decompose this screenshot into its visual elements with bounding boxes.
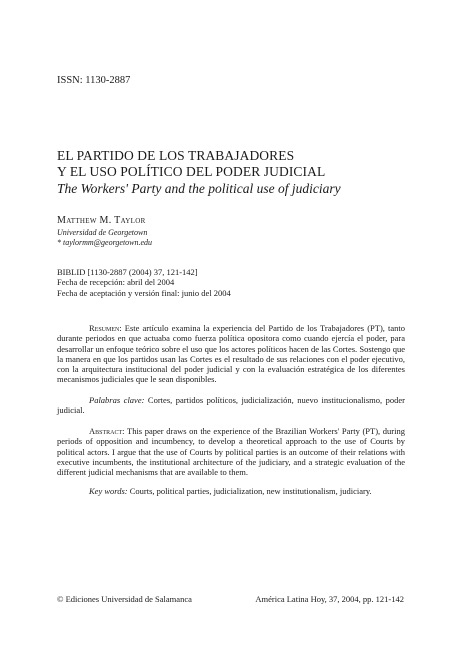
article-subtitle: The Workers' Party and the political use of judiciary xyxy=(57,181,341,196)
keywords-label: Key words: xyxy=(89,486,128,496)
author-affiliation: Universidad de Georgetown xyxy=(57,228,148,237)
footer-citation: América Latina Hoy, 37, 2004, pp. 121-142 xyxy=(255,594,404,604)
accepted-date: Fecha de aceptación y versión final: junio del 2004 xyxy=(57,287,231,298)
abstract-label: Abstract: xyxy=(89,426,125,436)
issn-number: ISSN: 1130-2887 xyxy=(57,75,131,86)
abstract-paragraph xyxy=(57,426,405,477)
article-title xyxy=(57,148,325,180)
resumen-text: Este artículo examina la experiencia del Partido de los Trabajadores (PT), tanto durante periodos en que actuaba como fuerza política opositora como cuando ejercía el poder, para desarrollar un enfoque teórico sobre el uso que los actores políticos hacen de las Cortes. Sostengo que la manera en que los partidos usan las Cortes es el resultado de sus relaciones con el poder ejecutivo, con la arquitectura institucional del poder judicial y con la evaluación estratégica de los diferentes mecanismos judiciales que le sean disponibles. xyxy=(57,323,405,385)
biblid-line: BIBLID [1130-2887 (2004) 37, 121-142] xyxy=(57,267,198,277)
palabras-clave-label: Palabras clave: xyxy=(89,395,145,405)
keywords-text: Courts, political parties, judicialization, new institutionalism, judiciary. xyxy=(127,486,372,496)
abstract-text: This paper draws on the experience of the Brazilian Workers' Party (PT), during periods of opposition and incumbency, to develop a theoretical approach to the use of Courts by political actors. I argue that the use of Courts by political parties is an outcome of their relations with executive incumbents, the institutional architecture of the judiciary, and a strategic evaluation of the different judicial mechanisms that are available to them. xyxy=(57,426,405,478)
biblid-block xyxy=(57,267,231,298)
author-email: * taylormm@georgetown.edu xyxy=(57,238,153,247)
footer-publisher: © Ediciones Universidad de Salamanca xyxy=(57,594,192,604)
received-date: Fecha de recepción: abril del 2004 xyxy=(57,277,175,288)
title-line-1: EL PARTIDO DE LOS TRABAJADORES xyxy=(57,148,295,163)
author-affiliation-block xyxy=(57,228,152,248)
resumen-paragraph xyxy=(57,323,405,385)
resumen-label: Resumen: xyxy=(89,323,122,333)
palabras-clave-text: Cortes, partidos políticos, judicialización, nuevo institucionalismo, poder judicial. xyxy=(57,395,405,416)
title-line-2: Y EL USO POLÍTICO DEL PODER JUDICIAL xyxy=(57,164,326,179)
author-name: Matthew M. Taylor xyxy=(57,215,146,226)
keywords-paragraph xyxy=(57,486,405,496)
palabras-clave-paragraph xyxy=(57,395,405,416)
